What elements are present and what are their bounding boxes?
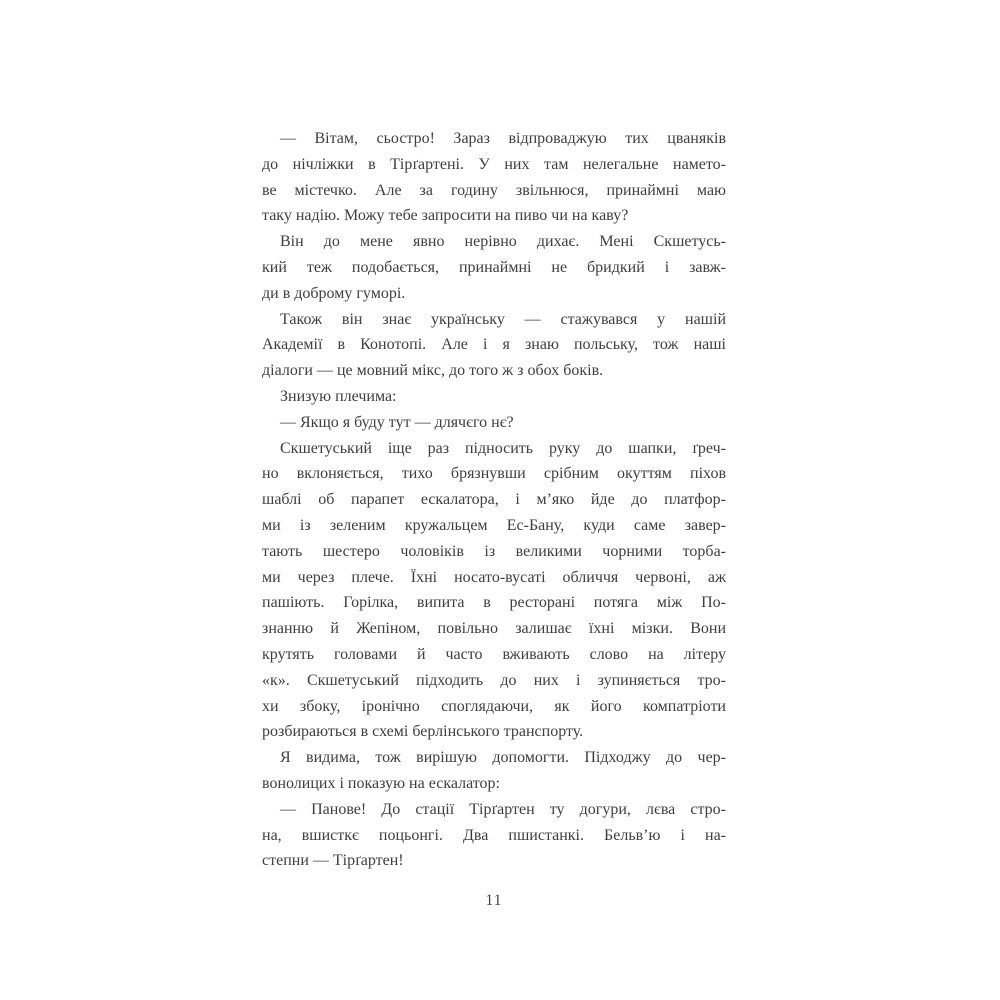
text-line: на, вшисткє поцьонгі. Два пшистанкі. Бельв’ю і на-	[262, 826, 726, 844]
text-line: тають шестеро чоловіків із великими чорними торба-	[262, 542, 726, 560]
text-line: ми із зеленим кружальцем Ес-Бану, куди саме завер-	[262, 516, 726, 534]
text-line: діалоги — це мовний мікс, до того ж з обох боків.	[262, 362, 604, 380]
text-line: крутять головами й часто вживають слово на літеру	[262, 645, 726, 663]
text-line: таку надію. Можу тебе запросити на пиво чи на каву?	[262, 207, 629, 225]
text-line: хи збоку, іронічно споглядаючи, як його компатріоти	[262, 697, 726, 715]
text-line: степни — Тірґартен!	[262, 852, 404, 870]
text-line: ди в доброму гуморі.	[262, 284, 406, 302]
text-line: Академії в Конотопі. Але і я знаю польську, тож наші	[262, 336, 726, 354]
paragraph	[262, 126, 726, 229]
text-line: Знизую плечима:	[280, 387, 397, 405]
paragraph	[262, 229, 726, 306]
text-line: ве містечко. Але за годину звільнюся, принаймні маю	[262, 181, 726, 199]
text-line: ми через плече. Їхні носато-вусаті обличчя червоні, аж	[262, 568, 726, 586]
text-line: до нічліжки в Тірґартені. У них там нелегальне намето-	[262, 155, 726, 173]
text-line: — Панове! До стації Тірґартен ту догури, лєва стро-	[280, 800, 726, 818]
text-line: Також він знає українську — стажувався у нашій	[280, 310, 726, 328]
text-line: вонолицих і показую на ескалатор:	[262, 774, 500, 792]
page-number: 11	[485, 892, 503, 909]
text-line: Я видима, тож вирішую допомогти. Підходжу до чер-	[280, 749, 726, 767]
text-line: пашіють. Горілка, випита в ресторані потяга між По-	[262, 594, 726, 612]
paragraph	[262, 797, 726, 874]
text-line: «к». Скшетуський підходить до них і зупиняється тро-	[262, 671, 726, 689]
paragraph	[262, 410, 726, 436]
paragraph	[262, 384, 726, 410]
paragraph	[262, 745, 726, 797]
text-line: кий теж подобається, принаймні не бридкий і завж-	[262, 258, 726, 276]
text-line: знанню й Жепіном, повільно залишає їхні мізки. Вони	[262, 620, 726, 638]
text-line: — Якщо я буду тут — длячєго нє?	[280, 413, 514, 431]
text-line: но вклоняється, тихо брязнувши срібним окуттям піхов	[262, 465, 726, 483]
text-line: — Вітам, сьостро! Зараз відпроваджую тих цваняків	[280, 130, 726, 147]
paragraph	[262, 307, 726, 384]
text-line: розбираються в схемі берлінського транспорту.	[262, 723, 584, 741]
text-line: Скшетуський іще раз підносить руку до шапки, ґреч-	[280, 439, 726, 457]
text-line: Він до мене явно нерівно дихає. Мені Скшетусь-	[280, 233, 726, 251]
paragraph	[262, 436, 726, 746]
text-line: шаблі об парапет ескалатора, і м’яко йде до платфор-	[262, 491, 726, 509]
page-text	[262, 126, 726, 874]
